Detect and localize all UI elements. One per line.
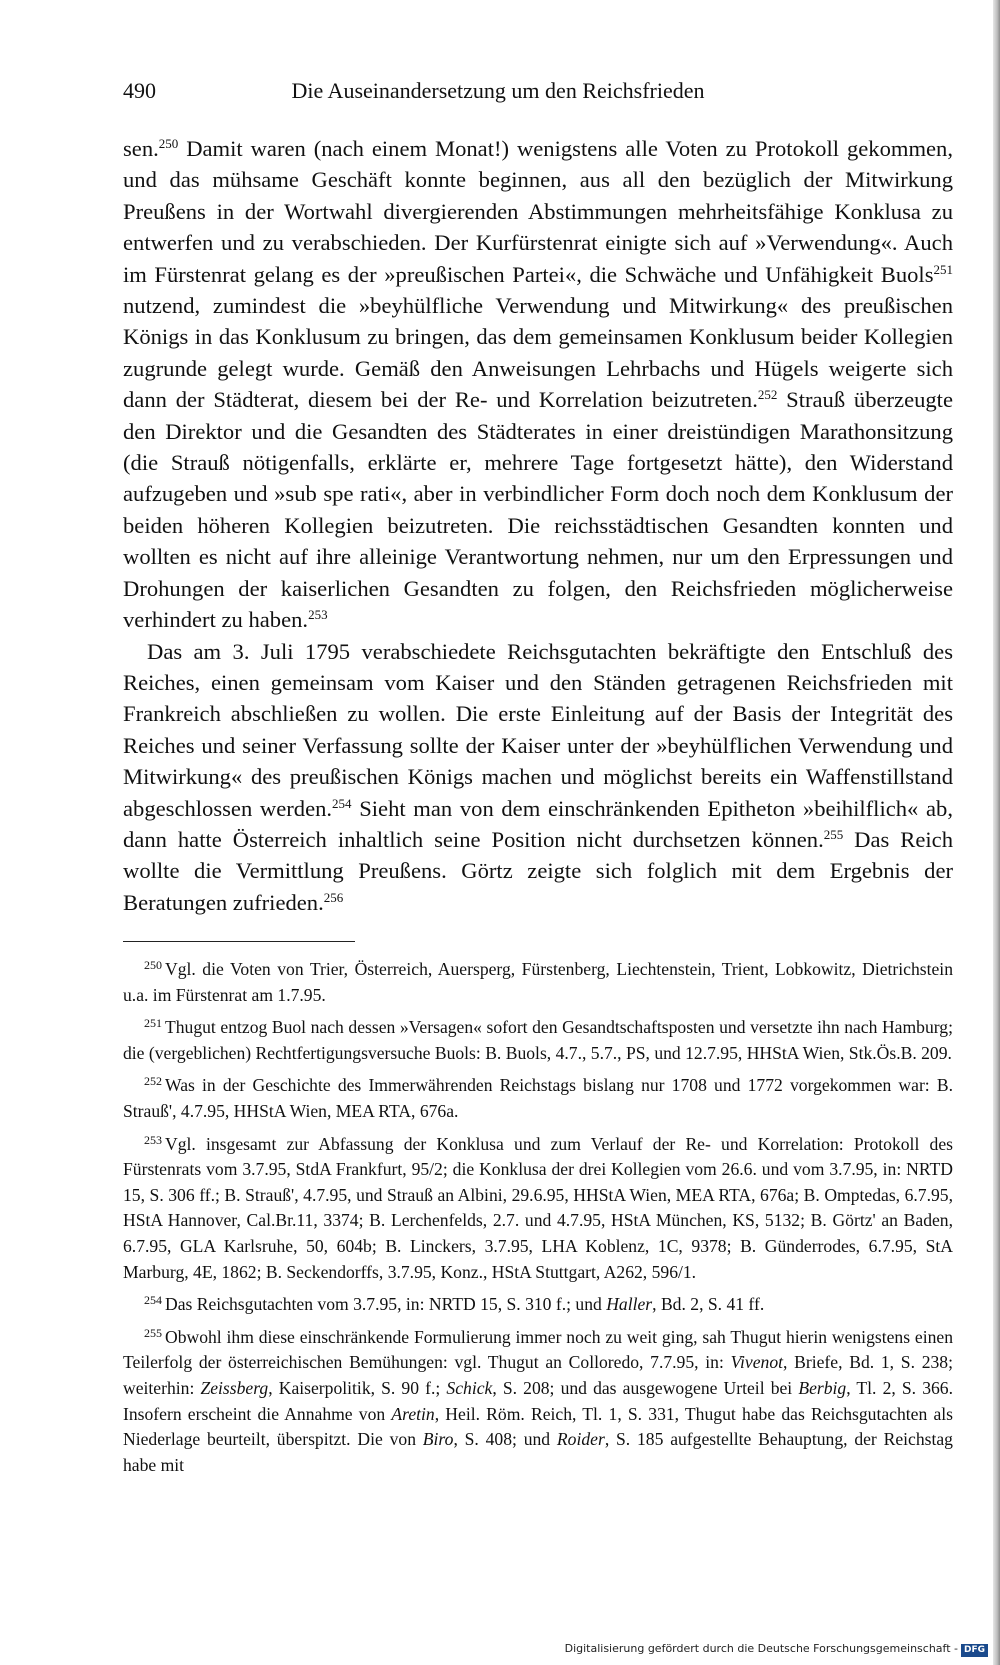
footnote-text: Was in der Geschichte des Immerwährenden Reichstags bislang nur 1708 und 1772 vorgekommen war: B. Strauß', 4.7.95, HHStA Wien, MEA RTA, 676a. [123,1075,953,1121]
footnote-text: , Briefe, Bd. 1, S. 238; weiterhin: [123,1352,953,1398]
text-run: Das Reich wollte die Vermittlung Preußens. Görtz zeigte sich folglich mit dem Ergebnis der Beratungen zufrieden. [123,826,953,915]
footnote-253 [123,1132,953,1286]
page-edge-shadow [993,0,1000,1665]
footnote-number: 255 [144,1325,162,1340]
dfg-logo: DFG [961,1644,988,1657]
footnote-number: 252 [144,1074,162,1089]
text-run: sen. [123,136,159,161]
footnote-number: 253 [144,1132,162,1147]
footnote-number: 251 [144,1016,162,1031]
footnote-ref-250[interactable]: 250 [158,136,179,151]
text-run: Damit waren (nach einem Monat!) wenigstens alle Voten zu Protokoll gekommen, und das mühsame Geschäft konnte beginnen, aus all den bezüglich der Mitwirkung Preußens in der Wortwahl divergierenden Abstimmungen mehrheitsfähige Konklusa zu entwerfen und zu verabschieden. Der Kurfürstenrat einigte sich auf »Verwendung«. Auch im Fürstenrat gelang es der »preußischen Partei«, die Schwäche und Unfähigkeit Buols [123,136,953,287]
running-title: Die Auseinandersetzung um den Reichsfrieden [291,78,705,103]
author-name: Aretin [391,1403,435,1424]
footnote-text: Vgl. die Voten von Trier, Österreich, Auersperg, Fürstenberg, Liechtenstein, Trient, Lobkowitz, Dietrichstein u.a. im Fürstenrat am 1.7.95. [123,959,953,1005]
author-name: Biro [422,1429,454,1450]
footnote-250 [123,957,953,1008]
page-number: 490 [123,78,156,103]
footnote-251 [123,1015,953,1066]
footnote-text: , Bd. 2, S. 41 ff. [652,1294,765,1315]
footnote-ref-253[interactable]: 253 [308,607,328,623]
footnote-text: Obwohl ihm diese einschränkende Formulierung immer noch zu weit ging, sah Thugut hierin wenigstens einen Teilerfolg der österreichischen Bemühungen: vgl. Thugut an Colloredo, 7.7.95, in: [123,1326,953,1373]
footnote-divider [123,941,355,942]
author-name: Roider [556,1429,605,1450]
text-run: Strauß überzeugte den Direktor und die Gesandten des Städterates in einer dreistündigen Marathonsitzung (die Strauß nötigenfalls, erklärte er, mehrere Tage fortgesetzt hätte), den Widerstand aufzugeben und »sub spe rati«, aber in verbindlicher Form doch noch dem Konklusum der beiden höheren Kollegien beizutreten. Die reichsstädtischen Gesandten konnten und wollten es nicht auf ihre alleinige Verantwortung nehmen, nur um den Erpressungen und Drohungen der kaiserlichen Gesandten zu folgen, den Reichsfrieden möglicherweise verhindert zu haben. [123,387,953,633]
footnote-text: Das Reichsgutachten vom 3.7.95, in: NRTD 15, S. 310 f.; und [165,1294,607,1315]
footnote-252 [123,1073,953,1124]
footnote-text: Vgl. insgesamt zur Abfassung der Konklusa und zum Verlauf der Re- und Korrelation: Protokoll des Fürstenrats vom 3.7.95, StdA Frankfurt, 95/2; die Konklusa der drei Kollegien vom 26.6. und vom 3.7.95, in: NRTD 15, S. 306 ff.; B. Strauß', 4.7.95, und Strauß an Albini, 29.6.95, HHStA Wien, MEA RTA, 676a; B. Omptedas, 6.7.95, HStA Hannover, Cal.Br.11, 3374; B. Lerchenfelds, 2.7. und 4.7.95, HStA München, KS, 5132; B. Görtz' an Baden, 6.7.95, GLA Karlsruhe, 50, 604b; B. Linckers, 3.7.95, LHA Koblenz, 1C, 9378; B. Günderrodes, 6.7.95, StA Marburg, 4E, 1862; B. Seckendorffs, 3.7.95, Konz., HStA Stuttgart, A262, 596/1. [123,1133,953,1282]
footer-text: Digitalisierung gefördert durch die Deutsche Forschungsgemeinschaft - [564,1642,958,1655]
footnote-text: , Tl. 2, S. 366. Insofern erscheint die Annahme von [123,1377,953,1424]
footnote-text: , S. 208; und das ausgewogene Urteil bei [492,1377,799,1398]
footnote-255 [123,1325,953,1479]
footnote-ref-255[interactable]: 255 [823,826,844,842]
digitization-footer [565,1642,988,1657]
author-name: Haller [606,1294,653,1315]
main-text [123,133,953,918]
paragraph-2 [123,636,953,919]
text-run: Das am 3. Juli 1795 verabschiedete Reichsgutachten bekräftigte den Entschluß des Reiches, einen gemeinsam vom Kaiser und den Ständen getragenen Reichsfrieden mit Frankreich abschließen zu wollen. Die erste Einleitung auf der Basis der Integrität des Reiches und seiner Verfassung sollte der Kaiser unter der »beyhülflichen Verwendung und Mitwirkung« des preußischen Königs machen und möglichst bereits ein Waffenstillstand abgeschlossen werden. [123,638,953,821]
footnote-ref-251[interactable]: 251 [933,261,953,277]
footnote-ref-254[interactable]: 254 [332,795,352,811]
footnote-ref-256[interactable]: 256 [323,889,344,905]
footnote-text: , Kaiserpolitik, S. 90 f.; [268,1377,447,1398]
author-name: Zeissberg [200,1377,269,1398]
page-header [123,78,953,108]
footnote-254 [123,1292,953,1318]
text-run: Sieht man von dem einschränkenden Epitheton »beihilflich« ab, dann hatte Österreich inhaltlich seine Position nicht durchsetzen können. [123,795,953,852]
footnote-text: , Heil. Röm. Reich, Tl. 1, S. 331, Thugut habe das Reichsgutachten als Niederlage beurteilt, überspitzt. Die von [123,1403,953,1450]
footnote-text: Thugut entzog Buol nach dessen »Versagen« sofort den Gesandtschaftsposten und versetzte ihn nach Hamburg; die (vergeblichen) Rechtfertigungsversuche Buols: B. Buols, 4.7., 5.7., PS, und 12.7.95, HHStA Wien, Stk.Ös.B. 209. [123,1017,953,1063]
footnote-number: 254 [144,1293,162,1308]
footnote-ref-252[interactable]: 252 [757,387,778,403]
author-name: Berbig [798,1377,847,1398]
footnotes [123,957,953,1485]
author-name: Schick [446,1377,493,1398]
footnote-text: , S. 408; und [453,1429,557,1450]
author-name: Vivenot [730,1352,784,1373]
footnote-number: 250 [144,958,162,972]
text-run: nutzend, zumindest die »beyhülfliche Verwendung und Mitwirkung« des preußischen Königs in das Konklusum zu bringen, das dem gemeinsamen Konklusum beider Kollegien zugrunde gelegt wurde. Gemäß den Anweisungen Lehrbachs und Hügels weigerte sich dann der Städterat, diesem bei der Re- und Korrelation beizutreten. [123,293,953,413]
paragraph-1 [123,133,953,636]
footnote-text: , S. 185 aufgestellte Behauptung, der Reichstag habe mit [123,1429,953,1475]
